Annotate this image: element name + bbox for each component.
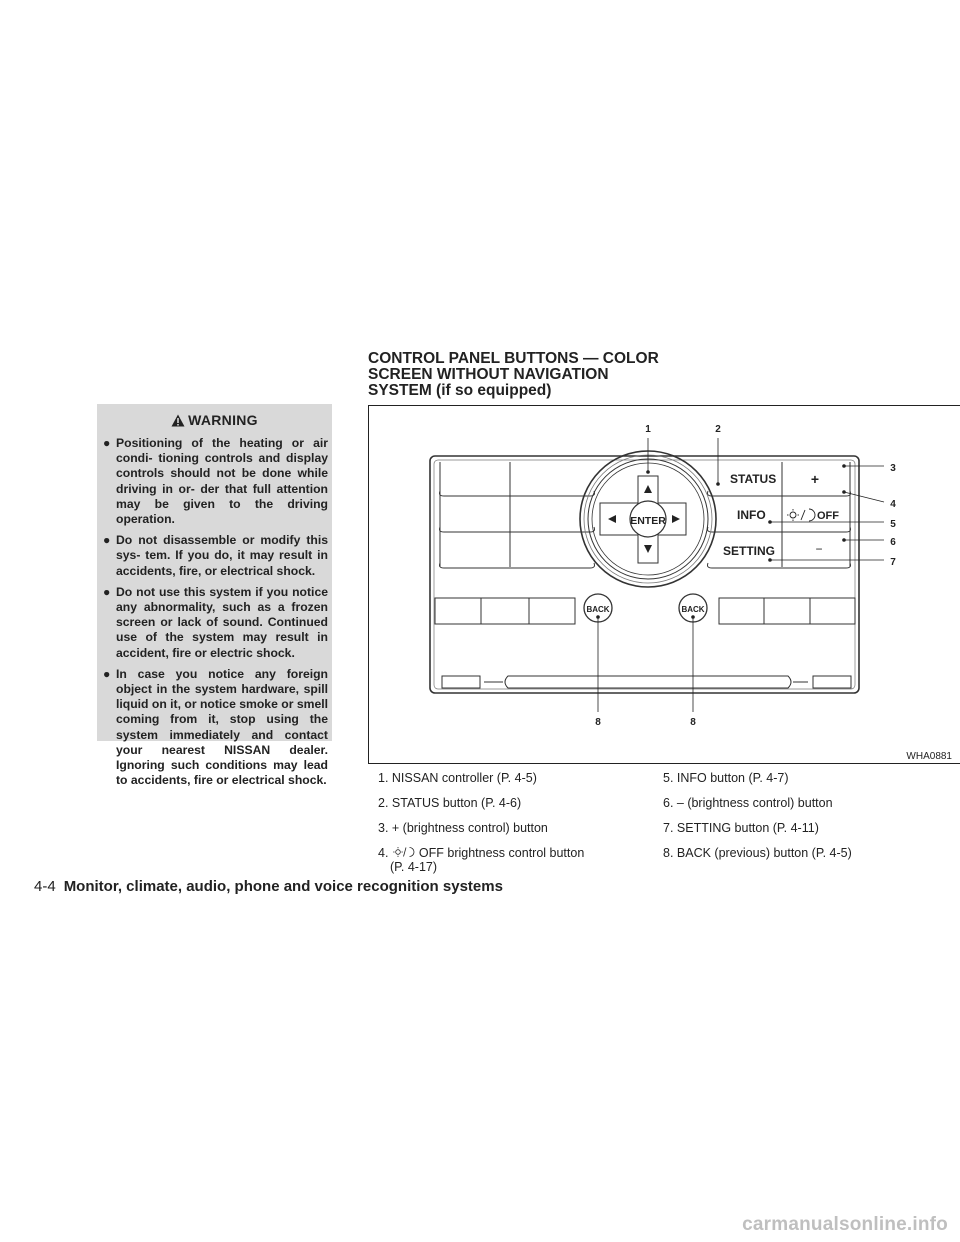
minus-label: − <box>815 542 823 556</box>
warning-heading <box>97 412 332 428</box>
off-label: OFF <box>817 510 839 522</box>
control-panel-figure <box>368 405 960 764</box>
callout-8-left: 8 <box>595 717 601 728</box>
bullet-icon: ● <box>103 584 111 599</box>
svg-text:BACK: BACK <box>681 605 705 614</box>
callout-3: 3 <box>890 463 896 474</box>
status-label: STATUS <box>730 472 777 486</box>
caption-item: 2. STATUS button (P. 4-6) <box>378 796 522 810</box>
caption-item: 8. BACK (previous) button (P. 4-5) <box>663 846 852 860</box>
bullet-icon: ● <box>103 533 111 548</box>
setting-label: SETTING <box>723 544 776 558</box>
caption-list-right <box>663 771 852 871</box>
warning-list <box>103 436 328 794</box>
section-title: CONTROL PANEL BUTTONS — COLOR SCREEN WITHOUT NAVIGATION SYSTEM (if so equipped) <box>368 350 659 399</box>
callout-4: 4 <box>890 499 896 510</box>
info-label: INFO <box>737 508 766 522</box>
figure-code: WHA0881 <box>906 751 952 762</box>
callout-1: 1 <box>645 424 651 435</box>
caption-item-4: 4. OFF brightness control button (P. 4-17) <box>378 846 585 874</box>
warning-triangle-icon <box>171 414 185 427</box>
svg-text:BACK: BACK <box>586 605 610 614</box>
brightness-icon <box>393 846 415 858</box>
callout-7: 7 <box>890 557 896 568</box>
callout-2: 2 <box>715 424 721 435</box>
bullet-icon: ● <box>103 666 111 681</box>
callout-5: 5 <box>890 519 896 530</box>
warning-box <box>97 404 332 788</box>
caption-item: 6. – (brightness control) button <box>663 796 833 810</box>
page-footer <box>34 878 503 895</box>
callout-8-right: 8 <box>690 717 696 728</box>
enter-button: ENTER <box>630 515 666 527</box>
warning-item: ● In case you notice any foreign object in the system hardware, spill liquid on it, or notice smoke or smell coming from it, stop using the system immediately and contact your nearest NISSAN dealer. Ignoring such conditions may lead to accidents, fire or electrical shock. <box>103 666 328 788</box>
warning-title-text: WARNING <box>188 412 258 428</box>
plus-label: + <box>810 471 820 487</box>
chapter-title: Monitor, climate, audio, phone and voice recognition systems <box>63 878 503 895</box>
caption-item: 5. INFO button (P. 4-7) <box>663 771 789 785</box>
bullet-icon: ● <box>103 436 111 450</box>
caption-item: 1. NISSAN controller (P. 4-5) <box>378 771 537 785</box>
watermark: carmanualsonline.info <box>742 1214 948 1235</box>
caption-item: 3. + (brightness control) button <box>378 821 548 835</box>
caption-item: 7. SETTING button (P. 4-11) <box>663 821 819 835</box>
caption-list-left <box>378 771 584 885</box>
callout-6: 6 <box>890 537 896 548</box>
warning-item: ● Do not use this system if you notice any abnormality, such as a frozen screen or lack of sound. Continued use of the system may result in accident, fire or electric shock. <box>103 584 328 660</box>
page-number: 4-4 <box>34 878 56 895</box>
warning-item: ● Do not disassemble or modify this sys- tem. If you do, it may result in accidents, fire, or electrical shock. <box>103 533 328 578</box>
warning-item: ● Positioning of the heating or air condi- tioning controls and display controls should not be done while driving in or- der that full attention may be given to the driving operation. <box>103 436 328 527</box>
